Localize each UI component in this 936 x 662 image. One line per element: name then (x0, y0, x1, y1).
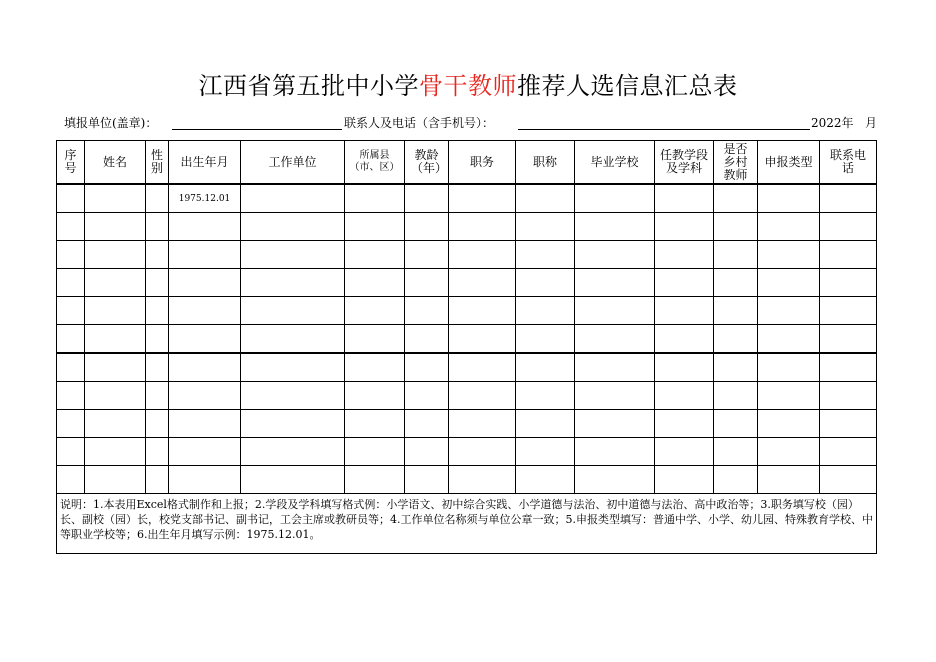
title-part1: 江西省第五批中小学 (198, 72, 419, 100)
table-note-row (57, 494, 877, 554)
table-header-row (57, 141, 877, 185)
title-part2: 推荐人选信息汇总表 (517, 72, 738, 100)
header-cell: 出生年月 (169, 141, 241, 185)
unit-label: 填报单位(盖章)： (64, 116, 158, 130)
page-title (0, 66, 936, 101)
header-cell: 姓名 (85, 141, 146, 185)
header-cell: 工作单位 (241, 141, 345, 185)
header-cell: 申报类型 (758, 141, 820, 185)
table-row (57, 213, 877, 241)
form-info-row (64, 114, 930, 132)
table-row (57, 297, 877, 325)
table-row (57, 438, 877, 466)
header-cell: 任教学段及学科 (655, 141, 714, 185)
table-row (57, 410, 877, 438)
header-cell: 联系电话 (820, 141, 877, 185)
header-cell: 序号 (57, 141, 85, 185)
header-cell: 职务 (449, 141, 516, 185)
header-cell: 教龄（年） (405, 141, 449, 185)
contact-label: 联系人及电话（含手机号）： (344, 116, 495, 130)
table-note: 说明：1.本表用Excel格式制作和上报；2.学段及学科填写格式例：小学语文、初中综合实践、小学道德与法治、初中道德与法治、高中政治等；3.职务填写校（园）长、副校（园）长，校党支部书记、副书记，工会主席或教研员等；4.工作单位名称须与单位公章一致；5.申报类型填写：普通中学、小学、幼儿园、特殊教育学校、中等职业学校等；6.出生年月填写示例：1975.12.01。 (57, 494, 877, 554)
header-cell: 性别 (146, 141, 169, 185)
table-row (57, 269, 877, 297)
table-row (57, 382, 877, 410)
table-row (57, 184, 877, 213)
table-row (57, 466, 877, 494)
header-cell: 职称 (516, 141, 575, 185)
contact-input-line[interactable] (518, 129, 810, 130)
birth-date-cell[interactable]: 1975.12.01 (169, 184, 241, 213)
table-row (57, 241, 877, 269)
header-cell: 是否乡村教师 (714, 141, 758, 185)
unit-input-line[interactable] (172, 129, 342, 130)
header-cell: 所属县（市、区） (345, 141, 405, 185)
candidate-table (56, 140, 877, 554)
table-row (57, 353, 877, 382)
year-text: 2022年 (811, 116, 854, 130)
table-row (57, 325, 877, 354)
month-text: 月 (865, 116, 878, 130)
title-highlight: 骨干教师 (419, 72, 517, 100)
header-cell: 毕业学校 (575, 141, 655, 185)
